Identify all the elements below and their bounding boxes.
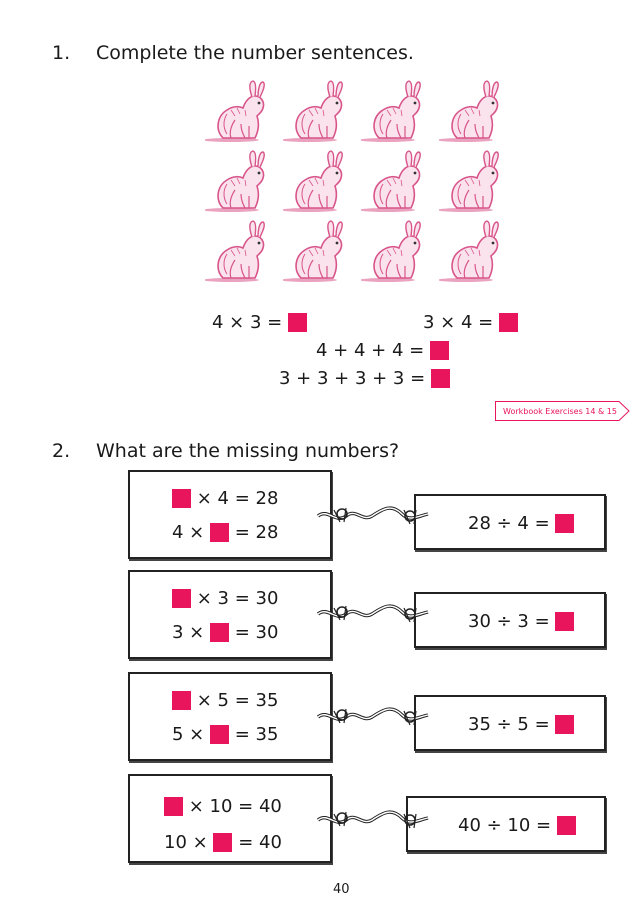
rabbit-icon <box>361 220 431 282</box>
tag-outline <box>495 401 631 421</box>
rabbit-icon <box>361 80 431 142</box>
equation-text: 3 + 3 + 3 + 3 = <box>279 368 426 389</box>
equation-text: 10 × <box>164 832 208 853</box>
rabbit-icon <box>205 220 275 282</box>
division-box <box>414 592 606 648</box>
answer-box[interactable] <box>164 797 183 816</box>
answer-box[interactable] <box>499 313 518 332</box>
answer-box[interactable] <box>213 833 232 852</box>
answer-box[interactable] <box>555 612 574 631</box>
rabbit-icon <box>361 150 431 212</box>
division-box <box>406 796 606 852</box>
equation-text: = 30 <box>234 622 279 643</box>
equation-4-plus <box>316 340 449 361</box>
answer-box[interactable] <box>172 589 191 608</box>
equation-text: = 35 <box>234 724 279 745</box>
equation-text: 30 ÷ 3 = <box>468 611 550 632</box>
answer-box[interactable] <box>431 369 450 388</box>
equation-4x3 <box>212 312 307 333</box>
question-1-instruction: Complete the number sentences. <box>96 42 414 64</box>
division-box <box>414 494 606 550</box>
multiplication-box <box>128 570 332 659</box>
equation-text: 40 ÷ 10 = <box>458 815 552 836</box>
answer-box[interactable] <box>555 514 574 533</box>
multiplication-line <box>172 724 278 745</box>
answer-box[interactable] <box>555 715 574 734</box>
multiplication-box <box>128 774 332 863</box>
multiplication-line <box>172 690 278 711</box>
multiplication-line <box>172 622 278 643</box>
division-line <box>468 513 574 534</box>
multiplication-line <box>172 488 278 509</box>
equation-text: 5 × <box>172 724 205 745</box>
equation-text: × 4 = 28 <box>196 488 279 509</box>
rope-connector <box>314 701 432 737</box>
equation-text: 3 × 4 = <box>423 312 494 333</box>
question-2-instruction: What are the missing numbers? <box>96 440 400 462</box>
question-1-number: 1. <box>52 42 71 64</box>
equation-text: 3 × <box>172 622 205 643</box>
equation-text: 4 × 3 = <box>212 312 283 333</box>
answer-box[interactable] <box>557 816 576 835</box>
multiplication-line <box>172 522 278 543</box>
workbook-tag-label: Workbook Exercises 14 & 15 <box>503 406 617 416</box>
rabbit-icon <box>439 220 509 282</box>
answer-box[interactable] <box>172 691 191 710</box>
division-line <box>468 714 574 735</box>
equation-text: 4 + 4 + 4 = <box>316 340 425 361</box>
equation-text: 4 × <box>172 522 205 543</box>
answer-box[interactable] <box>210 725 229 744</box>
rope-connector <box>314 598 432 634</box>
rope-connector <box>314 804 432 840</box>
rabbit-icon <box>439 150 509 212</box>
multiplication-box <box>128 672 332 761</box>
rope-connector <box>314 500 432 536</box>
rabbit-icon <box>283 80 353 142</box>
multiplication-line <box>172 588 278 609</box>
multiplication-line <box>164 796 282 817</box>
rabbit-grid <box>205 80 525 290</box>
equation-text: = 28 <box>234 522 279 543</box>
answer-box[interactable] <box>288 313 307 332</box>
answer-box[interactable] <box>210 523 229 542</box>
equation-text: = 40 <box>238 832 282 853</box>
workbook-tag <box>495 401 625 421</box>
page-number: 40 <box>333 882 350 897</box>
equation-text: × 3 = 30 <box>196 588 279 609</box>
rabbit-icon <box>283 150 353 212</box>
rabbit-icon <box>205 150 275 212</box>
division-line <box>458 815 576 836</box>
equation-text: 28 ÷ 4 = <box>468 513 550 534</box>
rabbit-icon <box>205 80 275 142</box>
equation-text: × 10 = 40 <box>188 796 282 817</box>
rabbit-icon <box>439 80 509 142</box>
answer-box[interactable] <box>430 341 449 360</box>
answer-box[interactable] <box>172 489 191 508</box>
division-box <box>414 695 606 751</box>
multiplication-line <box>164 832 282 853</box>
equation-3-plus <box>279 368 450 389</box>
answer-box[interactable] <box>210 623 229 642</box>
multiplication-box <box>128 470 332 559</box>
equation-text: × 5 = 35 <box>196 690 279 711</box>
question-2-number: 2. <box>52 440 71 462</box>
rabbit-icon <box>283 220 353 282</box>
equation-3x4 <box>423 312 518 333</box>
equation-text: 35 ÷ 5 = <box>468 714 550 735</box>
division-line <box>468 611 574 632</box>
